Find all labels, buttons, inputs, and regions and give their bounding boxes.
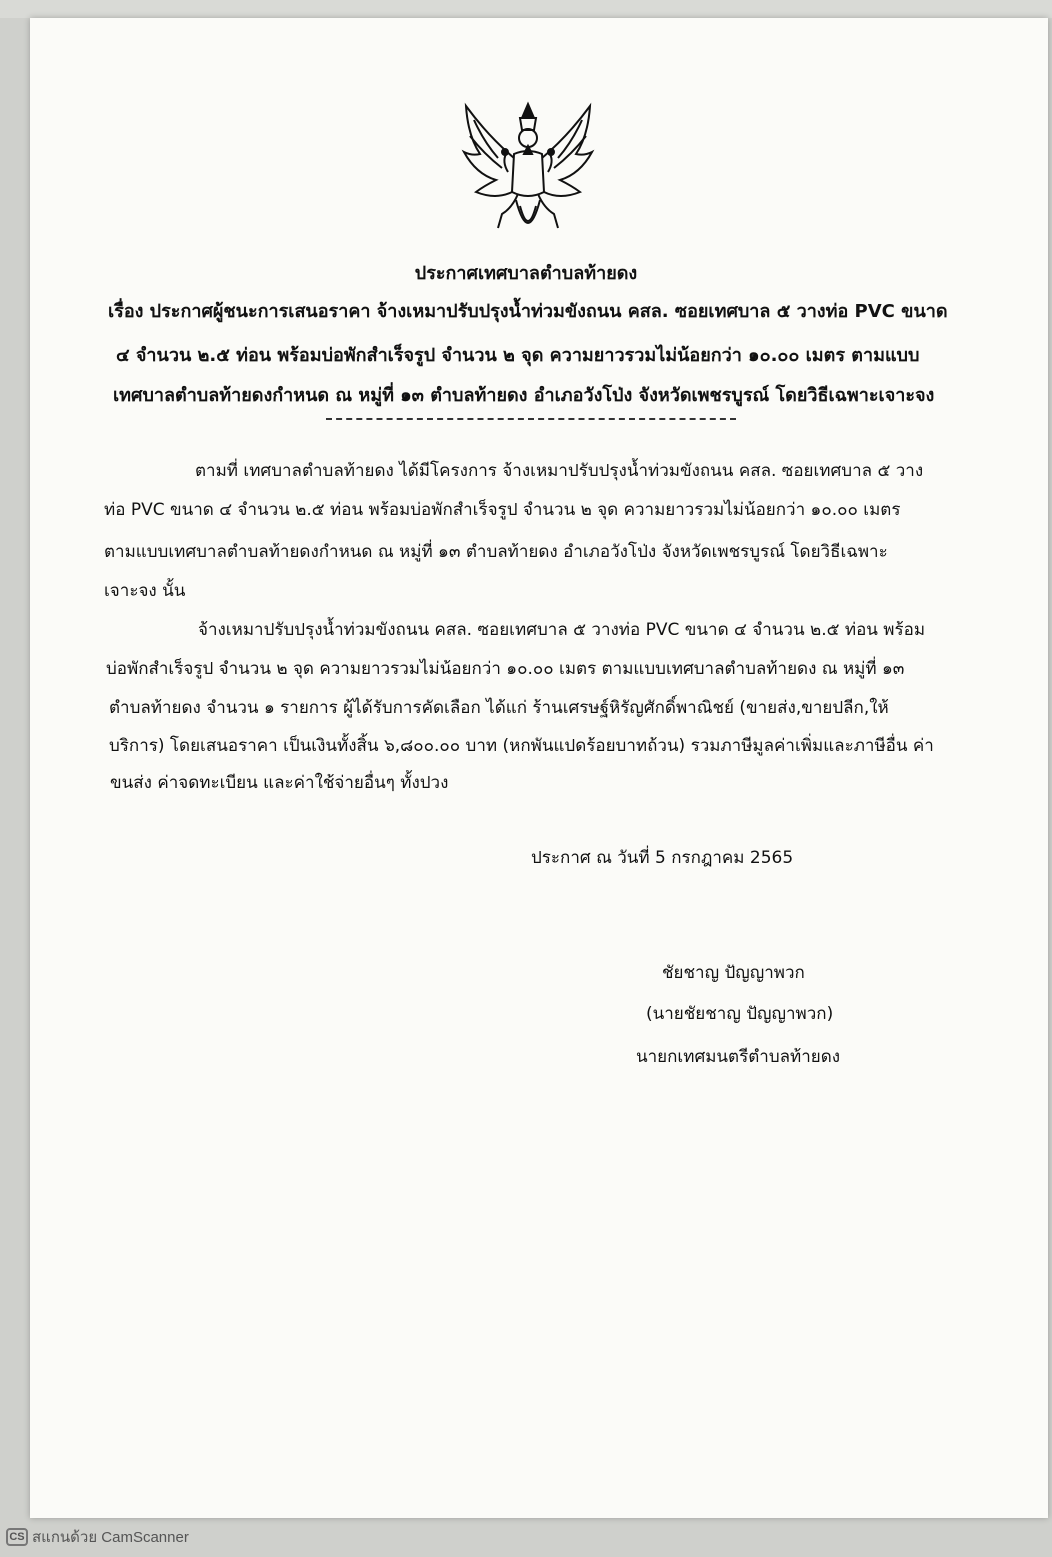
subject-line-2: ๔ จำนวน ๒.๕ ท่อน พร้อมบ่อพักสำเร็จรูป จำนวน ๒ จุด ความยาวรวมไม่น้อยกว่า ๑๐.๐๐ เมตร ตามแบบ (116, 345, 920, 366)
paragraph2-line-5: ขนส่ง ค่าจดทะเบียน และค่าใช้จ่ายอื่นๆ ทั้งปวง (110, 773, 449, 793)
camscanner-logo-icon: CS (6, 1528, 28, 1546)
paragraph1-line-1: ตามที่ เทศบาลตำบลท้ายดง ได้มีโครงการ จ้างเหมาปรับปรุงน้ำท่วมขังถนน คสล. ซอยเทศบาล ๕ วาง (195, 461, 924, 481)
signature-name: ชัยชาญ ปัญญาพวก (662, 963, 805, 983)
subject-line-1: เรื่อง ประกาศผู้ชนะการเสนอราคา จ้างเหมาปรับปรุงน้ำท่วมขังถนน คสล. ซอยเทศบาล ๕ วางท่อ PVC ขนาด (108, 301, 948, 322)
paragraph2-line-1: จ้างเหมาปรับปรุงน้ำท่วมขังถนน คสล. ซอยเทศบาล ๕ วางท่อ PVC ขนาด ๔ จำนวน ๒.๕ ท่อน พร้อม (198, 620, 926, 640)
subject-line-3: เทศบาลตำบลท้ายดงกำหนด ณ หมู่ที่ ๑๓ ตำบลท้ายดง อำเภอวังโป่ง จังหวัดเพชรบูรณ์ โดยวิธีเฉพาะเจาะจง (113, 385, 935, 406)
top-edge (0, 0, 1052, 18)
paragraph2-line-4: บริการ) โดยเสนอราคา เป็นเงินทั้งสิ้น ๖,๘๐๐.๐๐ บาท (หกพันแปดร้อยบาทถ้วน) รวมภาษีมูลค่าเพิ่มและภาษีอื่น ค่า (109, 736, 934, 756)
printed-name: (นายชัยชาญ ปัญญาพวก) (646, 1004, 834, 1024)
paragraph2-line-2: บ่อพักสำเร็จรูป จำนวน ๒ จุด ความยาวรวมไม่น้อยกว่า ๑๐.๐๐ เมตร ตามแบบเทศบาลตำบลท้ายดง ณ หมู่ที่ ๑๓ (106, 659, 905, 679)
camscanner-watermark (6, 1526, 189, 1548)
garuda-emblem-icon (458, 96, 598, 252)
announcement-title: ประกาศเทศบาลตำบลท้ายดง (414, 263, 638, 284)
paragraph2-line-3: ตำบลท้ายดง จำนวน ๑ รายการ ผู้ได้รับการคัดเลือก ได้แก่ ร้านเศรษฐ์หิรัญศักดิ์พาณิชย์ (ขายส่ง,ขายปลีก,ให้ (109, 698, 889, 718)
signatory-position: นายกเทศมนตรีตำบลท้ายดง (636, 1047, 841, 1067)
camscanner-label: สแกนด้วย CamScanner (32, 1529, 189, 1546)
announcement-date: ประกาศ ณ วันที่ 5 กรกฎาคม 2565 (531, 848, 794, 868)
paragraph1-line-3: ตามแบบเทศบาลตำบลท้ายดงกำหนด ณ หมู่ที่ ๑๓ ตำบลท้ายดง อำเภอวังโป่ง จังหวัดเพชรบูรณ์ โดยวิธีเฉพาะ (104, 542, 888, 562)
paragraph1-line-4: เจาะจง นั้น (104, 581, 186, 601)
separator-line (326, 418, 736, 422)
paragraph1-line-2: ท่อ PVC ขนาด ๔ จำนวน ๒.๕ ท่อน พร้อมบ่อพักสำเร็จรูป จำนวน ๒ จุด ความยาวรวมไม่น้อยกว่า ๑๐.๐๐ เมตร (104, 500, 901, 520)
